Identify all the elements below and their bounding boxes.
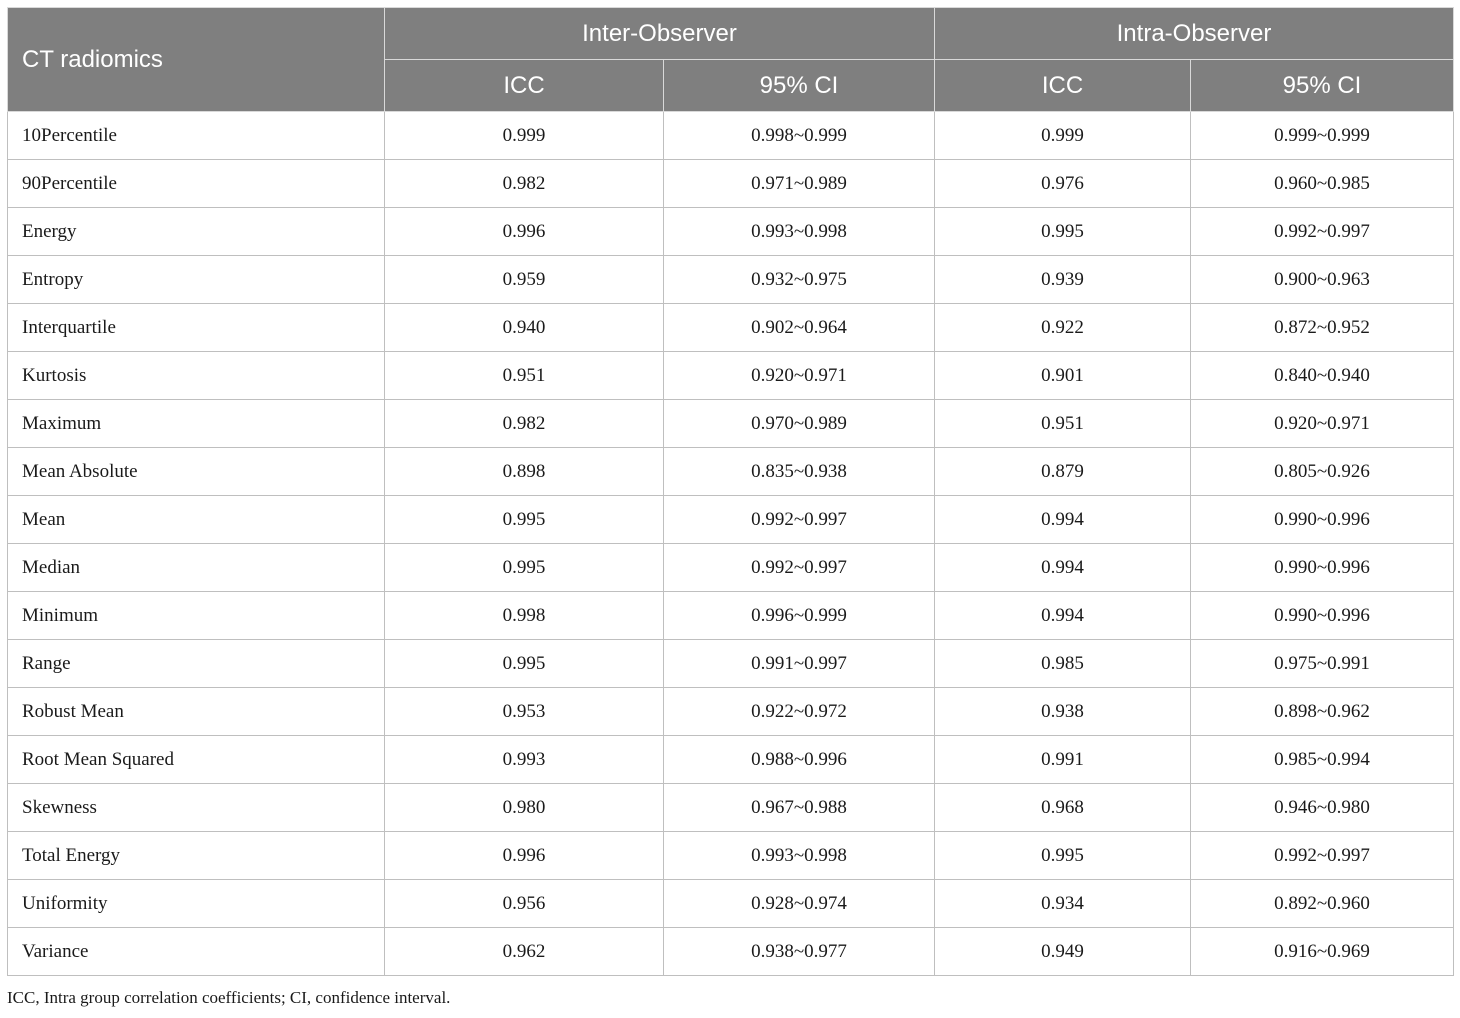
table-body bbox=[8, 112, 1454, 976]
row-feature-name: Maximum bbox=[8, 400, 385, 448]
table-row bbox=[8, 352, 1454, 400]
row-inter-ci: 0.970~0.989 bbox=[664, 400, 935, 448]
row-feature-name: Entropy bbox=[8, 256, 385, 304]
row-feature-name: 10Percentile bbox=[8, 112, 385, 160]
table-row bbox=[8, 304, 1454, 352]
table-row bbox=[8, 784, 1454, 832]
row-feature-name: Minimum bbox=[8, 592, 385, 640]
row-intra-ci: 0.900~0.963 bbox=[1191, 256, 1454, 304]
table-row bbox=[8, 928, 1454, 976]
row-feature-name: Kurtosis bbox=[8, 352, 385, 400]
table-row bbox=[8, 400, 1454, 448]
row-intra-ci: 0.805~0.926 bbox=[1191, 448, 1454, 496]
row-inter-icc: 0.999 bbox=[385, 112, 664, 160]
row-intra-ci: 0.999~0.999 bbox=[1191, 112, 1454, 160]
row-intra-ci: 0.898~0.962 bbox=[1191, 688, 1454, 736]
table-footnote: ICC, Intra group correlation coefficients; CI, confidence interval. bbox=[7, 988, 451, 1007]
row-intra-ci: 0.946~0.980 bbox=[1191, 784, 1454, 832]
row-inter-ci: 0.967~0.988 bbox=[664, 784, 935, 832]
table-row bbox=[8, 496, 1454, 544]
row-intra-icc: 0.951 bbox=[935, 400, 1191, 448]
row-feature-name: Mean bbox=[8, 496, 385, 544]
row-inter-icc: 0.953 bbox=[385, 688, 664, 736]
row-inter-icc: 0.940 bbox=[385, 304, 664, 352]
row-intra-icc: 0.994 bbox=[935, 496, 1191, 544]
row-inter-icc: 0.998 bbox=[385, 592, 664, 640]
row-inter-ci: 0.922~0.972 bbox=[664, 688, 935, 736]
row-inter-ci: 0.932~0.975 bbox=[664, 256, 935, 304]
row-inter-ci: 0.988~0.996 bbox=[664, 736, 935, 784]
header-row-label: CT radiomics bbox=[8, 8, 385, 112]
row-feature-name: Range bbox=[8, 640, 385, 688]
table-row bbox=[8, 256, 1454, 304]
row-inter-icc: 0.993 bbox=[385, 736, 664, 784]
row-feature-name: Root Mean Squared bbox=[8, 736, 385, 784]
row-intra-icc: 0.994 bbox=[935, 544, 1191, 592]
table-row bbox=[8, 112, 1454, 160]
row-inter-icc: 0.982 bbox=[385, 160, 664, 208]
table-row bbox=[8, 544, 1454, 592]
header-inter-ci: 95% CI bbox=[664, 60, 935, 112]
row-inter-ci: 0.928~0.974 bbox=[664, 880, 935, 928]
row-intra-icc: 0.934 bbox=[935, 880, 1191, 928]
row-intra-ci: 0.892~0.960 bbox=[1191, 880, 1454, 928]
row-inter-icc: 0.995 bbox=[385, 496, 664, 544]
row-inter-ci: 0.971~0.989 bbox=[664, 160, 935, 208]
row-intra-ci: 0.985~0.994 bbox=[1191, 736, 1454, 784]
header-intra-ci: 95% CI bbox=[1191, 60, 1454, 112]
row-intra-ci: 0.960~0.985 bbox=[1191, 160, 1454, 208]
row-intra-icc: 0.968 bbox=[935, 784, 1191, 832]
row-inter-icc: 0.956 bbox=[385, 880, 664, 928]
row-intra-icc: 0.939 bbox=[935, 256, 1191, 304]
row-feature-name: 90Percentile bbox=[8, 160, 385, 208]
row-intra-icc: 0.999 bbox=[935, 112, 1191, 160]
table-row bbox=[8, 736, 1454, 784]
row-intra-ci: 0.916~0.969 bbox=[1191, 928, 1454, 976]
row-inter-icc: 0.959 bbox=[385, 256, 664, 304]
row-inter-icc: 0.898 bbox=[385, 448, 664, 496]
row-intra-ci: 0.990~0.996 bbox=[1191, 496, 1454, 544]
row-feature-name: Total Energy bbox=[8, 832, 385, 880]
row-intra-icc: 0.995 bbox=[935, 208, 1191, 256]
row-intra-icc: 0.976 bbox=[935, 160, 1191, 208]
row-inter-ci: 0.902~0.964 bbox=[664, 304, 935, 352]
row-intra-icc: 0.922 bbox=[935, 304, 1191, 352]
row-inter-icc: 0.995 bbox=[385, 640, 664, 688]
row-inter-ci: 0.991~0.997 bbox=[664, 640, 935, 688]
row-intra-ci: 0.872~0.952 bbox=[1191, 304, 1454, 352]
icc-table-container bbox=[7, 7, 1453, 976]
row-intra-icc: 0.938 bbox=[935, 688, 1191, 736]
table-row bbox=[8, 880, 1454, 928]
row-intra-icc: 0.995 bbox=[935, 832, 1191, 880]
row-inter-ci: 0.992~0.997 bbox=[664, 496, 935, 544]
row-feature-name: Variance bbox=[8, 928, 385, 976]
header-group-intra-observer: Intra-Observer bbox=[935, 8, 1454, 60]
row-intra-ci: 0.990~0.996 bbox=[1191, 544, 1454, 592]
row-inter-ci: 0.998~0.999 bbox=[664, 112, 935, 160]
table-header bbox=[8, 8, 1454, 112]
row-inter-icc: 0.951 bbox=[385, 352, 664, 400]
row-inter-ci: 0.938~0.977 bbox=[664, 928, 935, 976]
row-inter-ci: 0.993~0.998 bbox=[664, 832, 935, 880]
row-feature-name: Uniformity bbox=[8, 880, 385, 928]
icc-table bbox=[7, 7, 1454, 976]
header-intra-icc: ICC bbox=[935, 60, 1191, 112]
row-inter-icc: 0.995 bbox=[385, 544, 664, 592]
row-inter-icc: 0.996 bbox=[385, 208, 664, 256]
row-inter-ci: 0.996~0.999 bbox=[664, 592, 935, 640]
table-row bbox=[8, 592, 1454, 640]
row-feature-name: Median bbox=[8, 544, 385, 592]
row-intra-ci: 0.990~0.996 bbox=[1191, 592, 1454, 640]
row-feature-name: Skewness bbox=[8, 784, 385, 832]
row-intra-icc: 0.901 bbox=[935, 352, 1191, 400]
row-intra-icc: 0.949 bbox=[935, 928, 1191, 976]
row-feature-name: Robust Mean bbox=[8, 688, 385, 736]
row-inter-ci: 0.835~0.938 bbox=[664, 448, 935, 496]
row-feature-name: Interquartile bbox=[8, 304, 385, 352]
header-row-groups bbox=[8, 8, 1454, 60]
row-inter-ci: 0.993~0.998 bbox=[664, 208, 935, 256]
table-row bbox=[8, 448, 1454, 496]
row-inter-icc: 0.962 bbox=[385, 928, 664, 976]
row-intra-icc: 0.994 bbox=[935, 592, 1191, 640]
table-row bbox=[8, 160, 1454, 208]
table-row bbox=[8, 640, 1454, 688]
row-intra-ci: 0.992~0.997 bbox=[1191, 832, 1454, 880]
row-inter-icc: 0.996 bbox=[385, 832, 664, 880]
row-intra-icc: 0.991 bbox=[935, 736, 1191, 784]
header-inter-icc: ICC bbox=[385, 60, 664, 112]
table-row bbox=[8, 832, 1454, 880]
row-intra-ci: 0.992~0.997 bbox=[1191, 208, 1454, 256]
row-intra-ci: 0.920~0.971 bbox=[1191, 400, 1454, 448]
row-inter-ci: 0.920~0.971 bbox=[664, 352, 935, 400]
table-row bbox=[8, 208, 1454, 256]
row-feature-name: Mean Absolute bbox=[8, 448, 385, 496]
row-inter-ci: 0.992~0.997 bbox=[664, 544, 935, 592]
row-inter-icc: 0.980 bbox=[385, 784, 664, 832]
row-intra-icc: 0.985 bbox=[935, 640, 1191, 688]
row-inter-icc: 0.982 bbox=[385, 400, 664, 448]
row-intra-ci: 0.975~0.991 bbox=[1191, 640, 1454, 688]
row-intra-icc: 0.879 bbox=[935, 448, 1191, 496]
row-feature-name: Energy bbox=[8, 208, 385, 256]
row-intra-ci: 0.840~0.940 bbox=[1191, 352, 1454, 400]
table-row bbox=[8, 688, 1454, 736]
header-group-inter-observer: Inter-Observer bbox=[385, 8, 935, 60]
